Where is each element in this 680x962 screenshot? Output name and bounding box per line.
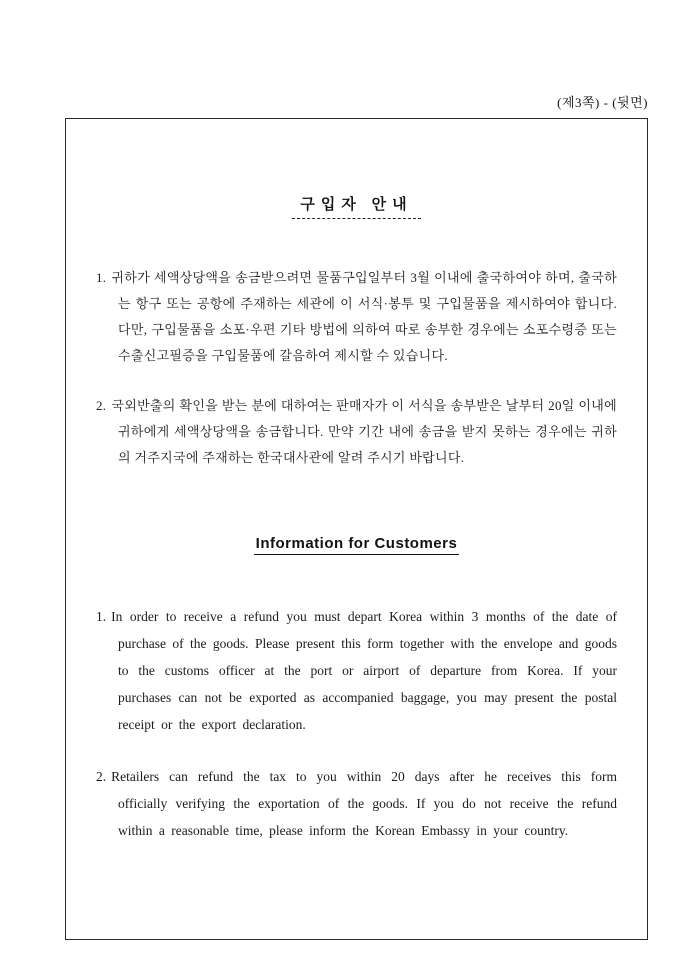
korean-paragraph-2 <box>96 393 617 471</box>
korean-item-2-number: 2. <box>96 398 107 413</box>
english-section-title: Information for Customers <box>254 535 460 555</box>
korean-section-title-wrap <box>96 193 617 219</box>
content-border-box <box>65 118 648 940</box>
english-item-2-text: Retailers can refund the tax to you within 20 days after he receives this form officially verifying the exportation of the goods. If you do not receive the refund within a reasonable time, please inform the Korean Embassy in your country. <box>111 769 617 838</box>
english-section-title-wrap <box>96 535 617 555</box>
korean-paragraph-1 <box>96 265 617 369</box>
english-item-2-number: 2. <box>96 769 107 784</box>
page-number-label: (제3쪽) - (뒷면) <box>557 95 648 110</box>
korean-item-2-text: 국외반출의 확인을 받는 분에 대하여는 판매자가 이 서식을 송부받은 날부터 20일 이내에 귀하에게 세액상당액을 송금합니다. 만약 기간 내에 송금을 받지 못하는 경우에는 귀하의 거주지국에 주재하는 한국대사관에 알려 주시기 바랍니다. <box>111 398 617 465</box>
korean-item-1-number: 1. <box>96 270 107 285</box>
english-paragraph-2 <box>96 763 617 844</box>
korean-item-1-text: 귀하가 세액상당액을 송금받으려면 물품구입일부터 3월 이내에 출국하여야 하며, 출국하는 항구 또는 공항에 주재하는 세관에 이 서식·봉투 및 구입물품을 제시하여야 합니다. 다만, 구입물품을 소포·우편 기타 방법에 의하여 따로 송부한 경우에는 소포수령증 또는 수출신고필증을 구입물품에 갈음하여 제시할 수 있습니다. <box>111 270 617 363</box>
english-item-1-number: 1. <box>96 609 107 624</box>
english-paragraph-1 <box>96 603 617 738</box>
english-item-1-text: In order to receive a refund you must depart Korea within 3 months of the date of purchase of the goods. Please present this form together with the envelope and goods to the customs officer at the port or airport of departure from Korea. If your purchases can not be exported as accompanied baggage, you may present the postal receipt or the export declaration. <box>111 609 617 732</box>
korean-section-title: 구입자 안내 <box>292 193 420 219</box>
